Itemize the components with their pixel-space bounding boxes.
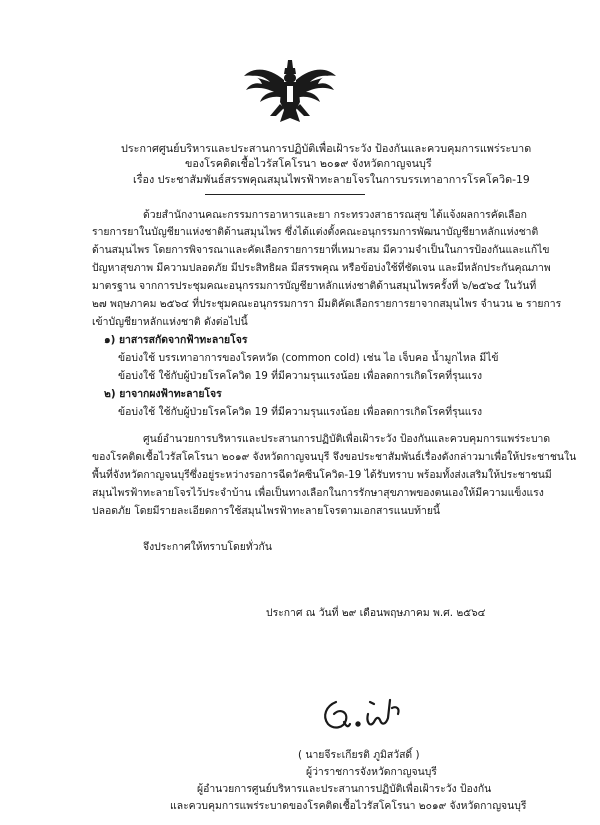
body-paragraph-1-line: รายการยาในบัญชียาแห่งชาติด้านสมุนไพร ซึ่งได้แต่งตั้งคณะอนุกรรมการพัฒนาบัญชียาหลักแห่งชาติ xyxy=(92,226,539,238)
body-paragraph-2-line: ปลอดภัย โดยมีรายละเอียดการใช้สมุนไพรฟ้าทะลายโจรตามเอกสารแนบท้ายนี้ xyxy=(92,505,441,517)
body-paragraph-2-line: ของโรคติดเชื้อไวรัสโคโรนา ๒๐๑๙ จังหวัดกาญจนบุรี จึงขอประชาสัมพันธ์เรื่องดังกล่าวมาเพื่อให้ประชาชนใน xyxy=(92,451,577,463)
body-paragraph-1-line: ด้านสมุนไพร โดยการพิจารณาและคัดเลือกรายการยาที่เหมาะสม มีความจำเป็นในการป้องกันและแก้ไข xyxy=(92,244,550,256)
signer-position-3: และควบคุมการแพร่ระบาดของโรคติดเชื้อไวรัสโคโรนา ๒๐๑๙ จังหวัดกาญจนบุรี xyxy=(170,800,527,812)
announcement-date: ประกาศ ณ วันที่ ๒๙ เดือนพฤษภาคม พ.ศ. ๒๕๖๔ xyxy=(266,607,486,619)
body-paragraph-1-line: ปัญหาสุขภาพ มีความปลอดภัย มีประสิทธิผล มีสรรพคุณ หรือข้อบ่งใช้ที่ชัดเจน และมีหลักประกันคุณภาพ xyxy=(92,262,551,274)
item-1-title: ๑) ยาสารสกัดจากฟ้าทะลายโจร xyxy=(104,334,248,346)
body-paragraph-2-line: สมุนไพรฟ้าทะลายโจรไว้ประจำบ้าน เพื่อเป็นทางเลือกในการรักษาสุขภาพของตนเองให้มีความแข็งแรง xyxy=(92,487,544,499)
body-paragraph-2-line: ศูนย์อำนวยการบริหารและประสานการปฏิบัติเพื่อเฝ้าระวัง ป้องกันและควบคุมการแพร่ระบาด xyxy=(143,433,551,445)
handwritten-signature-icon xyxy=(318,694,418,738)
body-paragraph-1-line: ๒๗ พฤษภาคม ๒๕๖๔ ที่ประชุมคณะอนุกรรมการา มีมติคัดเลือกรายการยาจากสมุนไพร จำนวน ๒ รายการ xyxy=(92,298,562,310)
body-paragraph-1-line: ด้วยสำนักงานคณะกรรมการอาหารและยา กระทรวงสาธารณสุข ได้แจ้งผลการคัดเลือก xyxy=(143,209,527,221)
item-1-indication-1: ข้อบ่งใช้ บรรเทาอาการของโรคหวัด (common cold) เช่น ไอ เจ็บคอ น้ำมูกไหล มีไข้ xyxy=(118,352,499,364)
body-paragraph-1-line: เข้าบัญชียาหลักแห่งชาติ ดังต่อไปนี้ xyxy=(92,316,248,328)
signer-position-2: ผู้อำนวยการศูนย์บริหารและประสานการปฏิบัติเพื่อเฝ้าระวัง ป้องกัน xyxy=(197,783,492,795)
announcement-subject: เรื่อง ประชาสัมพันธ์สรรพคุณสมุนไพรฟ้าทะลายโจรในการบรรเทาอาการโรคโควิด-19 xyxy=(133,173,530,186)
header-divider xyxy=(205,194,365,195)
body-paragraph-1-line: มาตรฐาน จากการประชุมคณะอนุกรรมการบัญชียาหลักแห่งชาติด้านสมุนไพรครั้งที่ ๖/๒๕๖๔ ในวันที่ xyxy=(92,280,537,292)
item-2-indication-1: ข้อบ่งใช้ ใช้กับผู้ป่วยโรคโควิด 19 ที่มีความรุนแรงน้อย เพื่อลดการเกิดโรคที่รุนแรง xyxy=(118,406,483,418)
item-2-title: ๒) ยาจากผงฟ้าทะลายโจร xyxy=(104,388,222,400)
garuda-emblem-icon xyxy=(240,58,340,126)
announcement-title-line1: ประกาศศูนย์บริหารและประสานการปฏิบัติเพื่อเฝ้าระวัง ป้องกันและควบคุมการแพร่ระบาด xyxy=(121,142,532,155)
announcement-title-line2: ของโรคติดเชื้อไวรัสโคโรนา ๒๐๑๙ จังหวัดกาญจนบุรี xyxy=(185,157,432,170)
signer-name: ( นายจีระเกียรติ ภูมิสวัสดิ์ ) xyxy=(298,749,420,761)
item-1-indication-2: ข้อบ่งใช้ ใช้กับผู้ป่วยโรคโควิด 19 ที่มีความรุนแรงน้อย เพื่อลดการเกิดโรคที่รุนแรง xyxy=(118,370,483,382)
body-paragraph-2-line: พื้นที่จังหวัดกาญจนบุรีซึ่งอยู่ระหว่างรอการฉีดวัคซีนโควิด-19 ได้รับทราบ พร้อมทั้งส่งเสริมให้ประชาชนมี xyxy=(92,469,552,481)
closing-statement: จึงประกาศให้ทราบโดยทั่วกัน xyxy=(143,541,272,553)
signer-position-1: ผู้ว่าราชการจังหวัดกาญจนบุรี xyxy=(306,766,437,778)
